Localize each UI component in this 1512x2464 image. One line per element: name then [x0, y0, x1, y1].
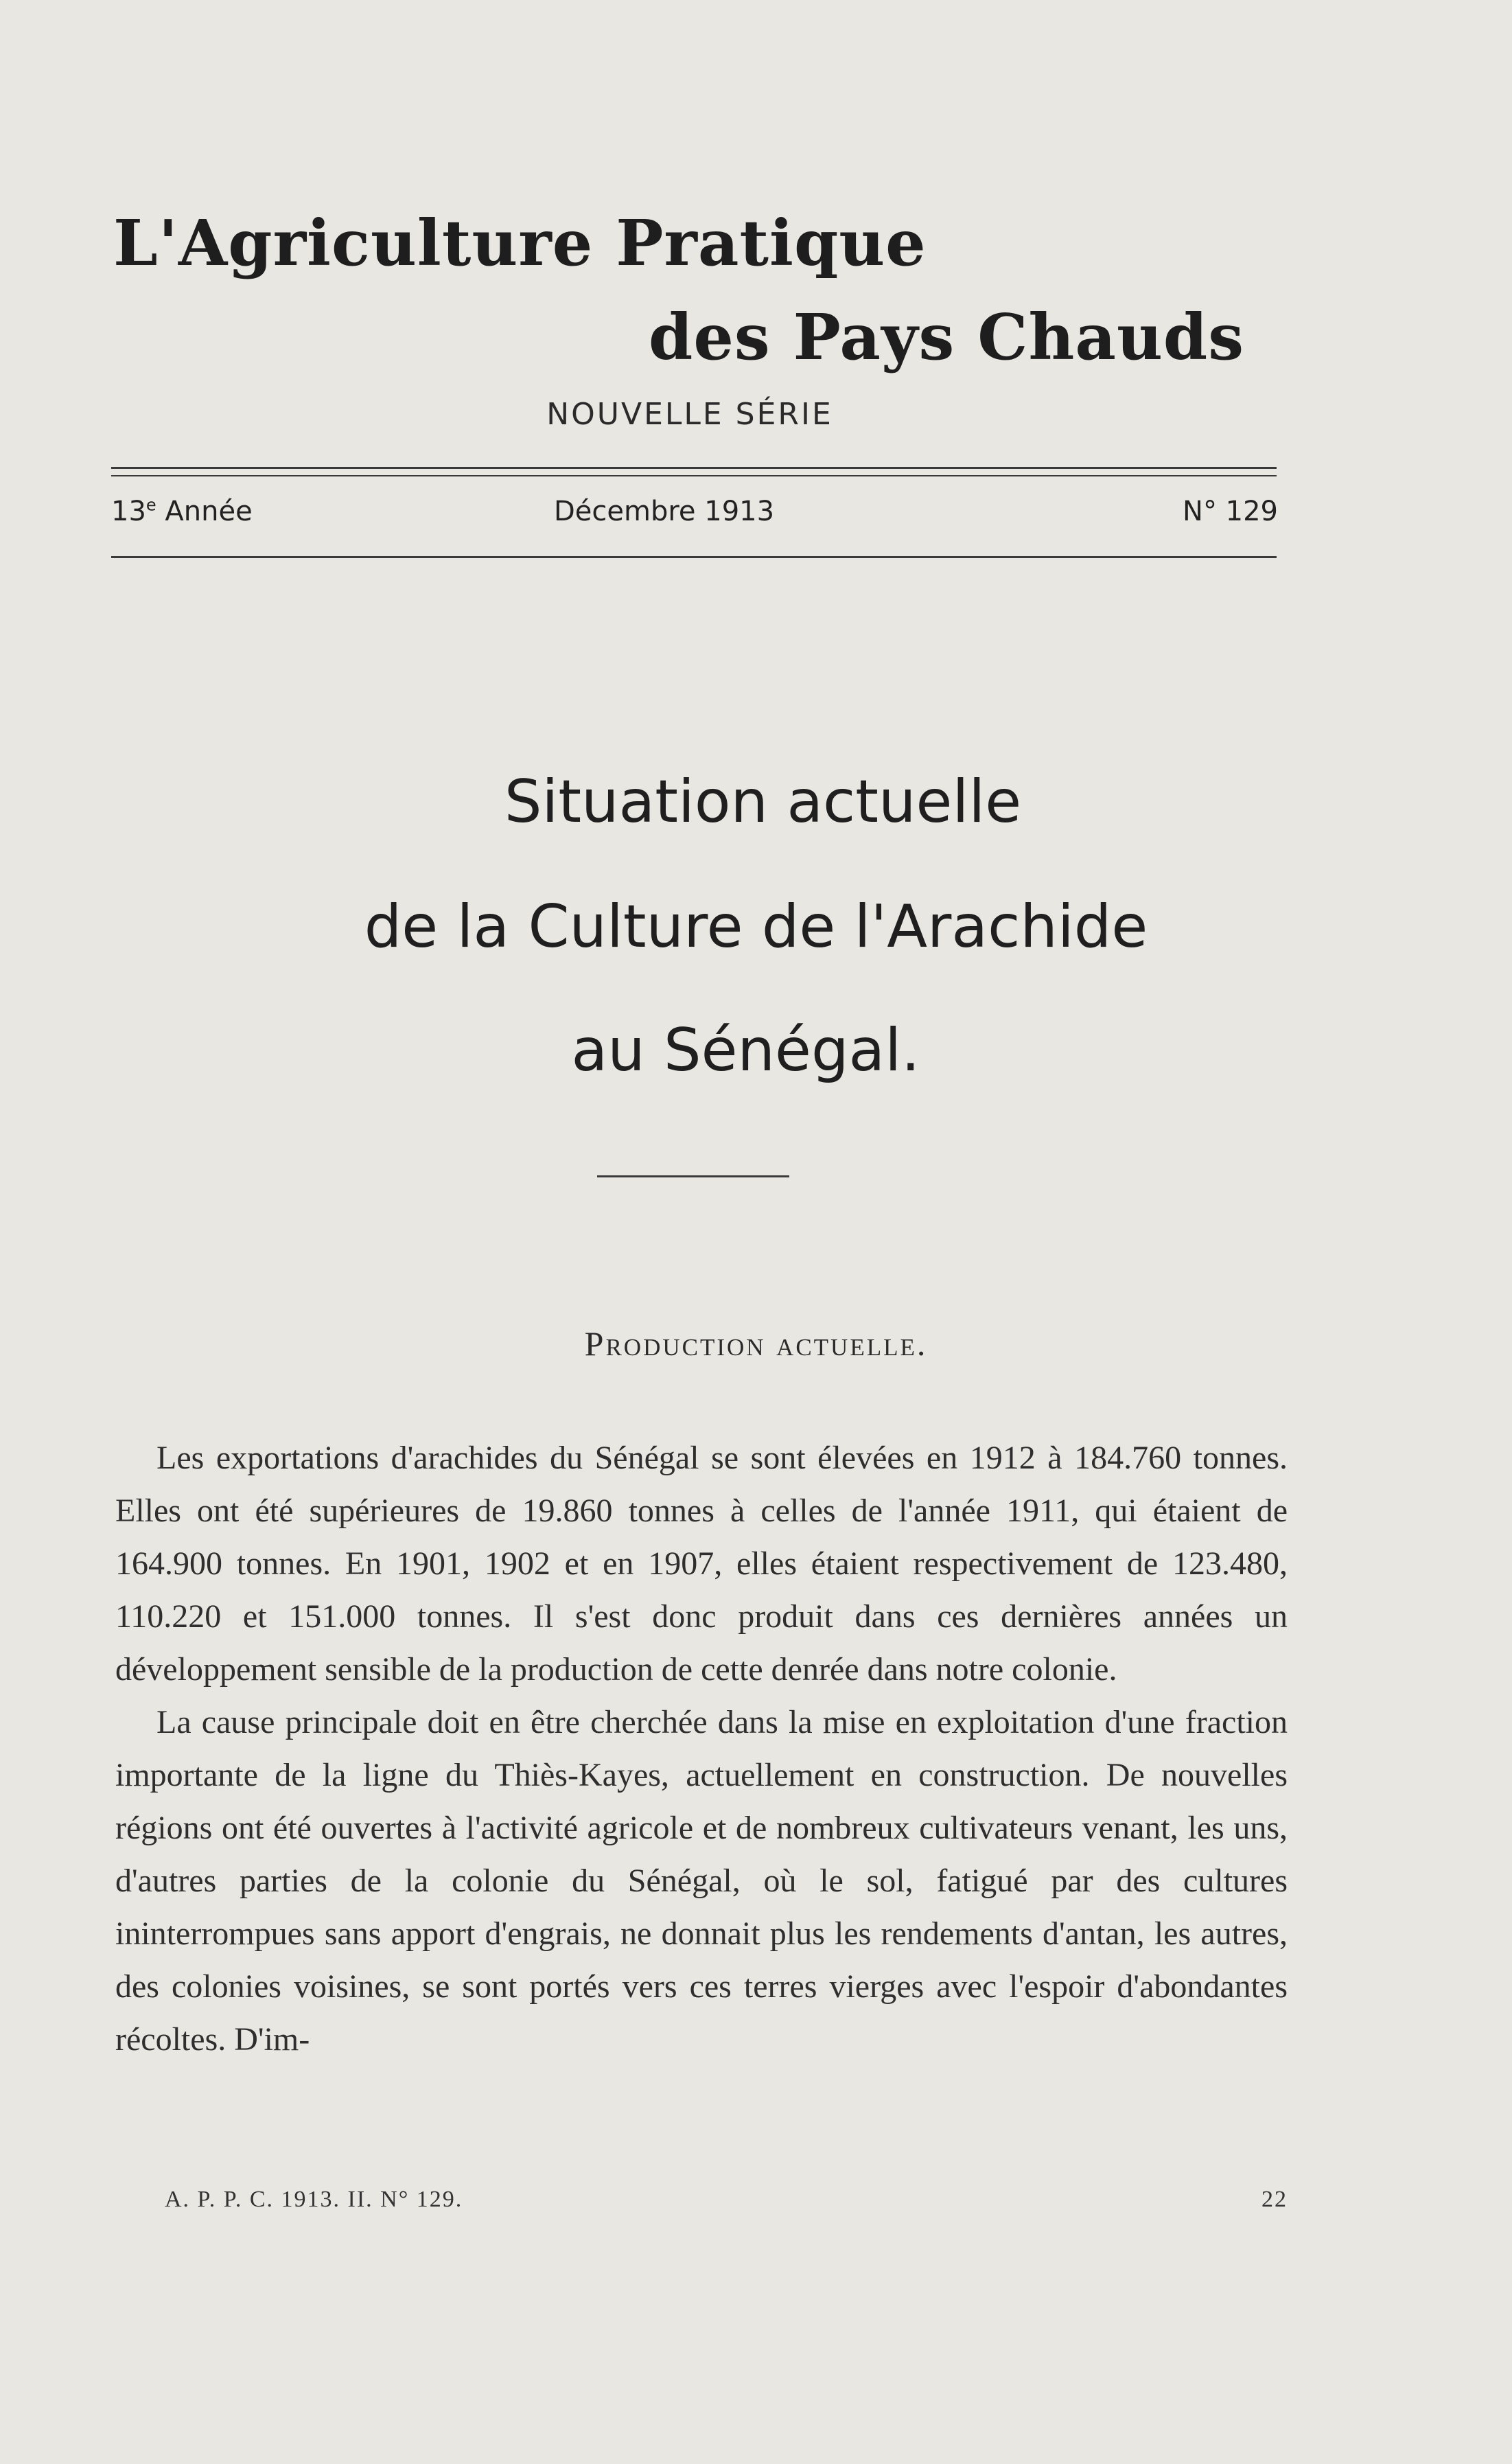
- article-title-line-1: Situation actuelle: [504, 768, 1022, 836]
- issue-year-word: Année: [156, 496, 253, 527]
- journal-title-line-1: L'Agriculture Pratique: [113, 206, 927, 280]
- issue-date: Décembre 1913: [554, 496, 775, 527]
- page-number: 22: [1261, 2187, 1288, 2212]
- issue-year-number: 13: [111, 496, 146, 527]
- header-rule-top-second: [111, 475, 1277, 476]
- article-title-line-2: de la Culture de l'Arachide: [364, 893, 1148, 961]
- issue-year-superscript: e: [146, 495, 156, 515]
- paragraph: Les exportations d'arachides du Sénégal se sont élevées en 1912 à 184.760 tonnes. Elles ont été supérieures de 19.860 tonnes à celles de l'année 1911, qui étaient de 164.900 tonnes. En 1901, 1902 et en 1907, elles étaient respectivement de 123.480, 110.220 et 151.000 tonnes. Il s'est donc produit dans ces dernières années un développement sensible de la production de cette denrée dans notre colonie.: [115, 1440, 1288, 1688]
- title-divider: [597, 1175, 789, 1177]
- paragraph: La cause principale doit en être cherchée dans la mise en exploitation d'une fraction importante de la ligne du Thiès-Kayes, actuellement en construction. De nouvelles régions ont été ouvertes à l'activité agricole et de nombreux cultivateurs venant, les uns, d'autres parties de la colonie du Sénégal, où le sol, fatigué par des cultures ininterrompues sans apport d'engrais, ne donnait plus les rendements d'antan, les autres, des colonies voisines, se sont portés vers ces terres vierges avec l'espoir d'abondantes récoltes. D'im-: [115, 1704, 1288, 2058]
- section-heading: Production actuelle.: [584, 1324, 928, 1363]
- series-label: NOUVELLE SÉRIE: [546, 397, 833, 432]
- issue-year: [111, 496, 253, 527]
- journal-title-line-2: des Pays Chauds: [649, 300, 1245, 374]
- issue-number: N° 129: [1183, 496, 1278, 527]
- article-title-line-3: au Sénégal.: [571, 1016, 920, 1085]
- header-rule-bottom: [111, 556, 1277, 558]
- article-body: [115, 1431, 1288, 2066]
- footer-reference: A. P. P. C. 1913. II. N° 129.: [165, 2187, 463, 2212]
- header-rule-top: [111, 467, 1277, 469]
